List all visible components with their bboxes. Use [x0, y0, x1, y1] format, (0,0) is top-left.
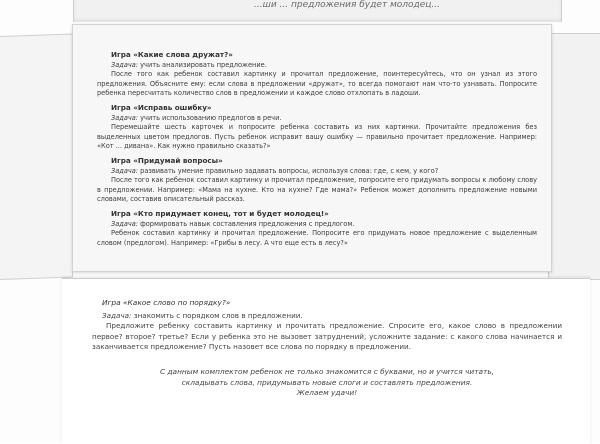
- left-side-flap: [0, 33, 73, 280]
- game-block: [97, 209, 537, 248]
- game-title: Игра «Исправь ошибку»: [111, 103, 212, 113]
- task-text: знакомить с порядком слов в предложении.: [133, 310, 303, 320]
- task-text: формировать навык составления предложения с предлогом.: [140, 220, 355, 229]
- task-text: развивать умение правильно задавать вопросы, используя слова: где, с кем, у кого?: [140, 167, 439, 176]
- game-paragraph: Предложите ребенку составить картинку и прочитать предложение. Спросите его, какое слово в предложении первое? второе? третье? Если у ребенка это не вызовет затруднений, усложните задание: с какого слова начинается и заканчивается предложение? Пусть назовет все слова по порядку в предложении.: [92, 321, 562, 352]
- task-text: учить использованию предлогов в речи.: [140, 114, 282, 123]
- game-task: [111, 220, 537, 229]
- game-title: Игра «Кто придумает конец, тот и будет молодец!»: [111, 209, 329, 219]
- task-text: учить анализировать предложение.: [140, 61, 267, 70]
- game-title: Игра «Придумай вопросы»: [111, 156, 223, 166]
- closing-line: складывать слова, придумывать новые слоги и составлять предложения.: [181, 377, 473, 387]
- game-task: [111, 61, 537, 70]
- game-paragraph: Ребенок составил картинку и прочитал предложение. Попросите его придумать новое предложение с выделенным словом (предлогом). Например: «Грибы в лесу. А что еще есть в лесу?»: [97, 229, 537, 247]
- game-block: [97, 50, 537, 98]
- top-flap-cut-text: ...ши ... предложения будет молодец...: [254, 0, 441, 10]
- right-side-flap: [548, 33, 600, 280]
- game-paragraph: После того как ребенок составил картинку и прочитал предложение, попросите его придумать вопросы к любому слову в предложении. Например: «Мама на кухне. Кто на кухне? Где мама?» Ребенок может дополнить предложение новыми словами, составив описательный рассказ.: [97, 176, 537, 203]
- game-paragraph: После того как ребенок составил картинку и прочитал предложение, поинтересуйтесь, что он узнал из этого предложения. Объясните ему: если слова в предложении «дружат», то всегда помогают нам что-то узнавать. Попросите ребенка пересчитать количество слов в предложении и каждое слово отхлопать в ладоши.: [97, 70, 537, 97]
- bottom-sheet: [62, 278, 590, 444]
- closing-note: [92, 367, 562, 399]
- task-label: Задача:: [111, 61, 139, 70]
- game-block: [97, 156, 537, 204]
- bottom-sheet-content: [92, 298, 562, 399]
- task-label: Задача:: [111, 220, 139, 229]
- task-label: Задача:: [111, 114, 139, 123]
- game-title: Игра «Какое слово по порядку?»: [102, 298, 231, 307]
- game-block: [97, 103, 537, 151]
- task-label: Задача:: [111, 167, 139, 176]
- instruction-card-content: [97, 50, 537, 248]
- instruction-card: [72, 24, 552, 272]
- top-flap: [73, 0, 562, 22]
- game-task: [111, 167, 537, 176]
- game-task: [111, 114, 537, 123]
- game-title: Игра «Какие слова дружат?»: [111, 50, 233, 59]
- closing-line: С данным комплектом ребенок не только знакомится с буквами, но и учится читать,: [159, 366, 495, 376]
- game-task: [102, 311, 562, 322]
- closing-line: Желаем удачи!: [296, 388, 358, 398]
- task-label: Задача:: [102, 310, 132, 320]
- game-paragraph: Перемешайте шесть карточек и попросите ребенка составить из них картинки. Прочитайте предложения без выделенных цветом предлогов. Пусть ребенок исправит вашу ошибку — правильно прочитает предложение. Например: «Кот ... дивана». Как нужно правильно сказать?»: [97, 123, 537, 150]
